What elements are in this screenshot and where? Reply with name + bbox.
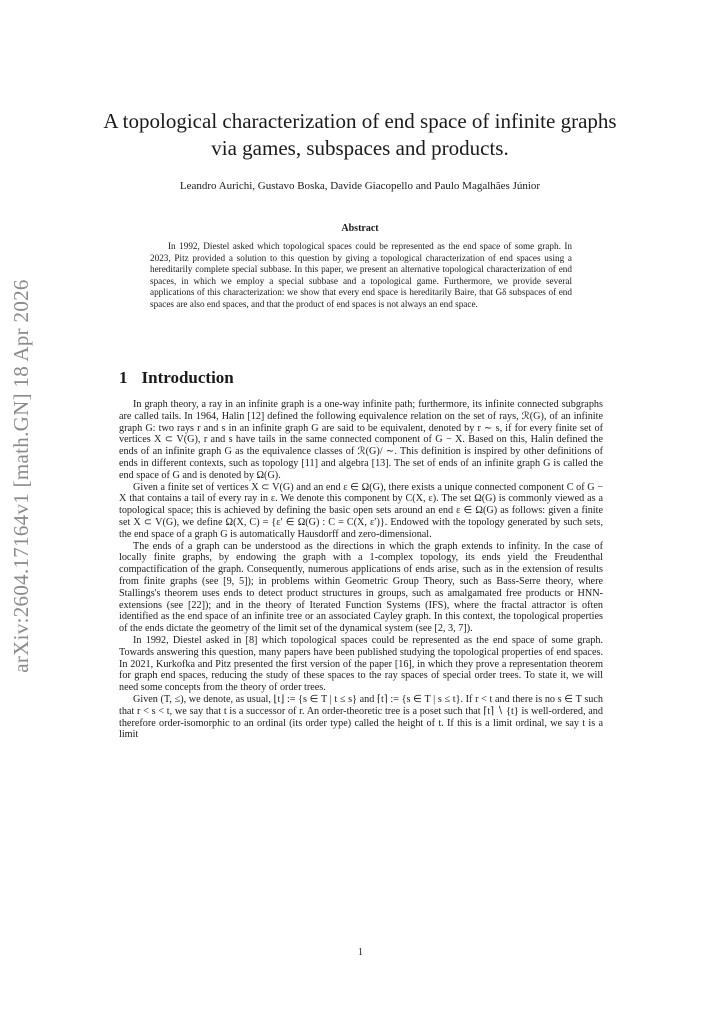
section-title: Introduction: [141, 368, 234, 387]
paper-title: A topological characterization of end space of infinite graphs via games, subspaces and products.: [103, 109, 617, 160]
arxiv-identifier: arXiv:2604.17164v1 [math.GN] 18 Apr 2026: [9, 279, 33, 673]
page-number: 1: [358, 947, 363, 958]
author-list: Leandro Aurichi, Gustavo Boska, Davide Giacopello and Paulo Magalhães Júnior: [179, 180, 541, 192]
abstract-text: In 1992, Diestel asked which topological spaces could be represented as the end space of some graph. In 2023, Pitz provided a solution to this question by giving a topological characterization of end spaces using a hereditarily complete special subbase. In this paper, we present an alternative topological characterization of end spaces, in which we employ a special subbase and a topological game. Furthermore, we provide several applications of this characterization: we show that every end space is hereditarily Baire, that Gδ subspaces of end spaces are also end spaces, and that the product of end spaces is not always an end space.: [150, 241, 572, 309]
paragraph: The ends of a graph can be understood as the directions in which the graph extends to infinity. In the case of locally finite graphs, by endowing the graph with a 1-complex topology, its ends yield the Freudenthal compactification of the graph. Consequently, numerous applications of ends arise, such as in the extension of results from finite graphs (see [9, 5]); in problems within Geometric Group Theory, such as Bass-Serre theory, where Stallings's theorem uses ends to detect product structures in groups, such as amalgamated free products or HNN-extensions (see [22]); and in the theory of Iterated Function Systems (IFS), where the fractal attractor is often identified as the end space of an infinite tree or an associated Cayley graph. In this context, the topological properties of the ends dictate the geometry of the limit set of the dynamical system (see [2, 3, 7]).: [119, 540, 603, 635]
section-number: 1: [119, 368, 128, 387]
paragraph: In 1992, Diestel asked in [8] which topological spaces could be represented as the end space of some graph. Towards answering this question, many papers have been published studying the topological properties of end spaces. In 2021, Kurkofka and Pitz presented the first version of the paper [16], in which they prove a representation theorem for graph end spaces, reducing the study of these spaces to the ray spaces of special order trees. To state it, we will need some concepts from the theory of order trees.: [119, 634, 603, 694]
abstract-heading: Abstract: [341, 223, 379, 234]
paragraph: In graph theory, a ray in an infinite graph is a one-way infinite path; furthermore, its infinite connected subgraphs are called tails. In 1964, Halin [12] defined the following equivalence relation on the set of rays, ℛ(G), of an infinite graph G: two rays r and s in an infinite graph G are said to be equivalent, denoted by r ∼ s, if for every finite set of vertices X ⊂ V(G), r and s have tails in the same connected component of G − X. Based on this, Halin defined the ends of an infinite graph G as the equivalence classes of ℛ(G)/ ∼. This definition is inspired by other definitions of ends in different contexts, such as topology [11] and algebra [13]. The set of ends of an infinite graph G is called the end space of G and is denoted by Ω(G).: [119, 399, 603, 481]
paragraph: Given a finite set of vertices X ⊂ V(G) and an end ε ∈ Ω(G), there exists a unique connected component C of G − X that contains a tail of every ray in ε. We denote this component by C(X, ε). The set Ω(G) is commonly viewed as a topological space; this is achieved by defining the basic open sets around an end ε ∈ Ω(G) as follows: given a finite set X ⊂ V(G), we define Ω(X, C) = {ε′ ∈ Ω(G) : C = C(X, ε′)}. Endowed with the topology generated by such sets, the end space of a graph G is automatically Hausdorff and zero-dimensional.: [119, 481, 603, 540]
paragraph: Given (T, ≤), we denote, as usual, ⌊t⌋ := {s ∈ T | t ≤ s} and ⌈t⌉ := {s ∈ T | s ≤ t}. If r < t and there is no s ∈ T such that r < s < t, we say that t is a successor of r. An order-theoretic tree is a poset such that ⌈t⌉ ∖ {t} is well-ordered, and therefore order-isomorphic to an ordinal (its order type) called the height of t. If this is a limit ordinal, we say t is a limit: [119, 693, 603, 741]
section-heading: [119, 368, 234, 388]
body-text: [119, 399, 603, 741]
